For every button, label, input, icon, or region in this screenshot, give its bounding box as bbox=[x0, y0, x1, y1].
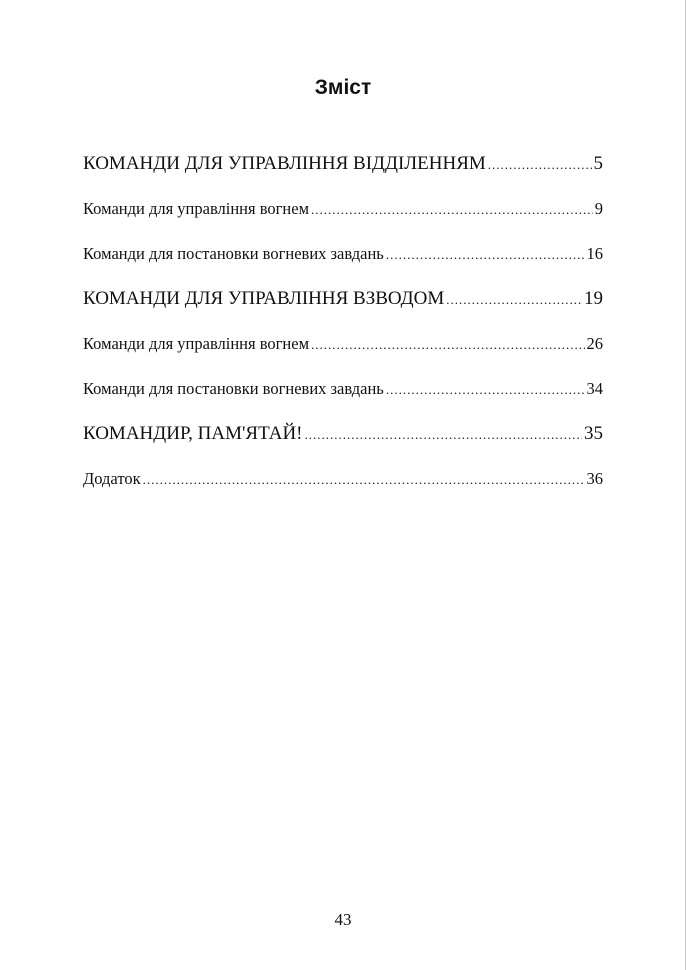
dot-leader bbox=[488, 149, 592, 181]
toc-page-number: 5 bbox=[593, 153, 603, 174]
toc-entry[interactable] bbox=[83, 463, 603, 508]
toc-entry[interactable] bbox=[83, 283, 603, 328]
dot-leader bbox=[311, 329, 584, 361]
toc-entry[interactable] bbox=[83, 418, 603, 463]
dot-leader bbox=[446, 284, 582, 316]
toc-entry-label: КОМАНДИР, ПАМ'ЯТАЙ! bbox=[83, 423, 303, 444]
toc-entry-label: Команди для постановки вогневих завдань bbox=[83, 379, 384, 398]
toc-entry-label: Додаток bbox=[83, 469, 141, 488]
toc-entry-label: КОМАНДИ ДЛЯ УПРАВЛІННЯ ВЗВОДОМ bbox=[83, 288, 445, 309]
toc-entry[interactable] bbox=[83, 148, 603, 193]
toc-entry[interactable] bbox=[83, 328, 603, 373]
table-of-contents bbox=[83, 148, 603, 508]
dot-leader bbox=[305, 419, 583, 451]
page-title: Зміст bbox=[314, 76, 372, 99]
toc-entry-label: Команди для постановки вогневих завдань bbox=[83, 244, 384, 263]
toc-entry-label: Команди для управління вогнем bbox=[83, 199, 310, 218]
toc-entry[interactable] bbox=[83, 193, 603, 238]
toc-page-number: 34 bbox=[586, 379, 603, 398]
dot-leader bbox=[386, 374, 585, 406]
toc-page-number: 36 bbox=[586, 469, 603, 488]
toc-page-number: 16 bbox=[586, 244, 603, 263]
dot-leader bbox=[386, 239, 585, 271]
toc-page-number: 19 bbox=[584, 288, 603, 309]
toc-entry[interactable] bbox=[83, 238, 603, 283]
page-number: 43 bbox=[334, 910, 352, 929]
toc-entry-label: Команди для управління вогнем bbox=[83, 334, 310, 353]
toc-entry-label: КОМАНДИ ДЛЯ УПРАВЛІННЯ ВІДДІЛЕННЯМ bbox=[83, 153, 486, 174]
toc-entry[interactable] bbox=[83, 373, 603, 418]
toc-page-number: 35 bbox=[584, 423, 603, 444]
dot-leader bbox=[143, 464, 585, 496]
dot-leader bbox=[311, 194, 593, 226]
toc-page-number: 9 bbox=[594, 199, 603, 218]
toc-page-number: 26 bbox=[586, 334, 603, 353]
